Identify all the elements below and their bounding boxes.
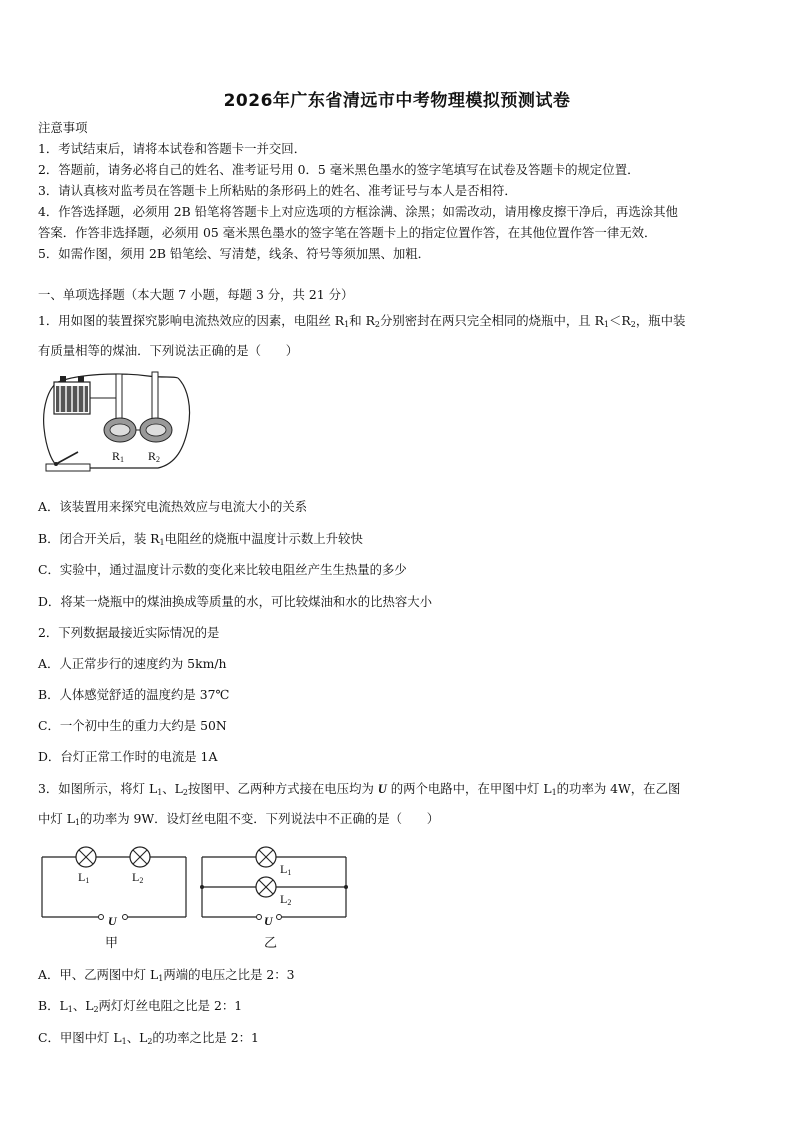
lamp-l2-icon: [130, 847, 150, 867]
q1-option-b: B．闭合开关后，装 $R_1$电阻丝的烧瓶中温度计示数上升较快: [38, 531, 363, 547]
svg-text:L1: L1: [280, 862, 292, 877]
notice-item: 3．请认真核对监考员在答题卡上所粘贴的条形码上的姓名、准考证号与本人是否相符．: [38, 183, 517, 198]
notice-item: 1．考试结束后，请将本试卷和答题卡一并交回．: [38, 141, 307, 156]
heating-apparatus-figure: [38, 368, 198, 480]
lamp-l2-icon: [256, 877, 276, 897]
svg-text:U: U: [108, 914, 117, 928]
q1-option-d: D．将某一烧瓶中的煤油换成等质量的水，可比较煤油和水的比热容大小: [38, 594, 433, 609]
lamp-l1-icon: [256, 847, 276, 867]
question-2-stem: 2．下列数据最接近实际情况的是: [38, 625, 220, 640]
q3-option-c: C．甲图中灯 $L_1$、$L_2$的功率之比是 2：1: [38, 1030, 259, 1046]
q3-option-b: B．$L_1$、$L_2$两灯灯丝电阻之比是 2：1: [38, 998, 243, 1014]
notice-item: 答案．作答非选择题，必须用 05 毫米黑色墨水的签字笔在答题卡上的指定位置作答，在其他位置作答一律无效．: [38, 225, 657, 240]
svg-text:L2: L2: [280, 892, 292, 907]
q1-option-c: C．实验中，通过温度计示数的变化来比较电阻丝产生生热量的多少: [38, 562, 407, 577]
notice-item: 4．作答选择题，必须用 2B 铅笔将答题卡上对应选项的方框涂满、涂黑；如需改动，请用橡皮擦干净后，再选涂其他: [38, 204, 678, 219]
svg-text:L1: L1: [78, 870, 90, 885]
circuit-jia-label: 甲: [105, 935, 119, 950]
question-1-stem: 1．用如图的装置探究影响电流热效应的因素，电阻丝 $R_1$和 $R_2$分别密封在两只完全相同的烧瓶中，且 $R_1<R_2$，瓶中装: [38, 313, 686, 329]
svg-text:U: U: [264, 914, 273, 928]
r2-label: R2: [148, 449, 161, 464]
page-title: 2026年广东省清远市中考物理模拟预测试卷: [223, 91, 571, 111]
q2-option-b: B．人体感觉舒适的温度约是 37℃: [38, 687, 230, 702]
r1-label: R1: [112, 449, 125, 464]
question-1-stem-cont: 有质量相等的煤油．下列说法正确的是（ ）: [38, 343, 299, 358]
q2-option-c: C．一个初中生的重力大约是 50N: [38, 718, 227, 733]
circuit-yi-figure: [198, 843, 354, 953]
q2-option-a: A．人正常步行的速度约为 5km/h: [38, 656, 227, 671]
notice-item: 5．如需作图，须用 2B 铅笔绘、写清楚，线条、符号等须加黑、加粗．: [38, 246, 431, 261]
circuit-yi-label: 乙: [264, 935, 278, 950]
svg-text:L2: L2: [132, 870, 144, 885]
question-3-stem: 3．如图所示，将灯 $L_1$、$L_2$按图甲、乙两种方式接在电压均为 U 的两个电路中，在甲图中灯 $L_1$的功率为 4W，在乙图: [38, 781, 681, 797]
section-heading: 一、单项选择题（本大题 7 小题，每题 3 分，共 21 分）: [38, 287, 354, 302]
notice-item: 2．答题前，请务必将自己的姓名、准考证号用 0．5 毫米黑色墨水的签字笔填写在试卷及答题卡的规定位置．: [38, 162, 640, 177]
lamp-l1-icon: [76, 847, 96, 867]
question-3-stem-cont: 中灯 $L_1$的功率为 9W．设灯丝电阻不变．下列说法中不正确的是（ ）: [38, 811, 440, 827]
q1-option-a: A．该装置用来探究电流热效应与电流大小的关系: [38, 499, 308, 514]
q2-option-d: D．台灯正常工作时的电流是 1A: [38, 749, 218, 764]
circuit-jia-figure: [38, 843, 198, 953]
q3-option-a: A．甲、乙两图中灯 $L_1$两端的电压之比是 2：3: [38, 967, 295, 983]
notice-heading: 注意事项: [38, 120, 88, 135]
